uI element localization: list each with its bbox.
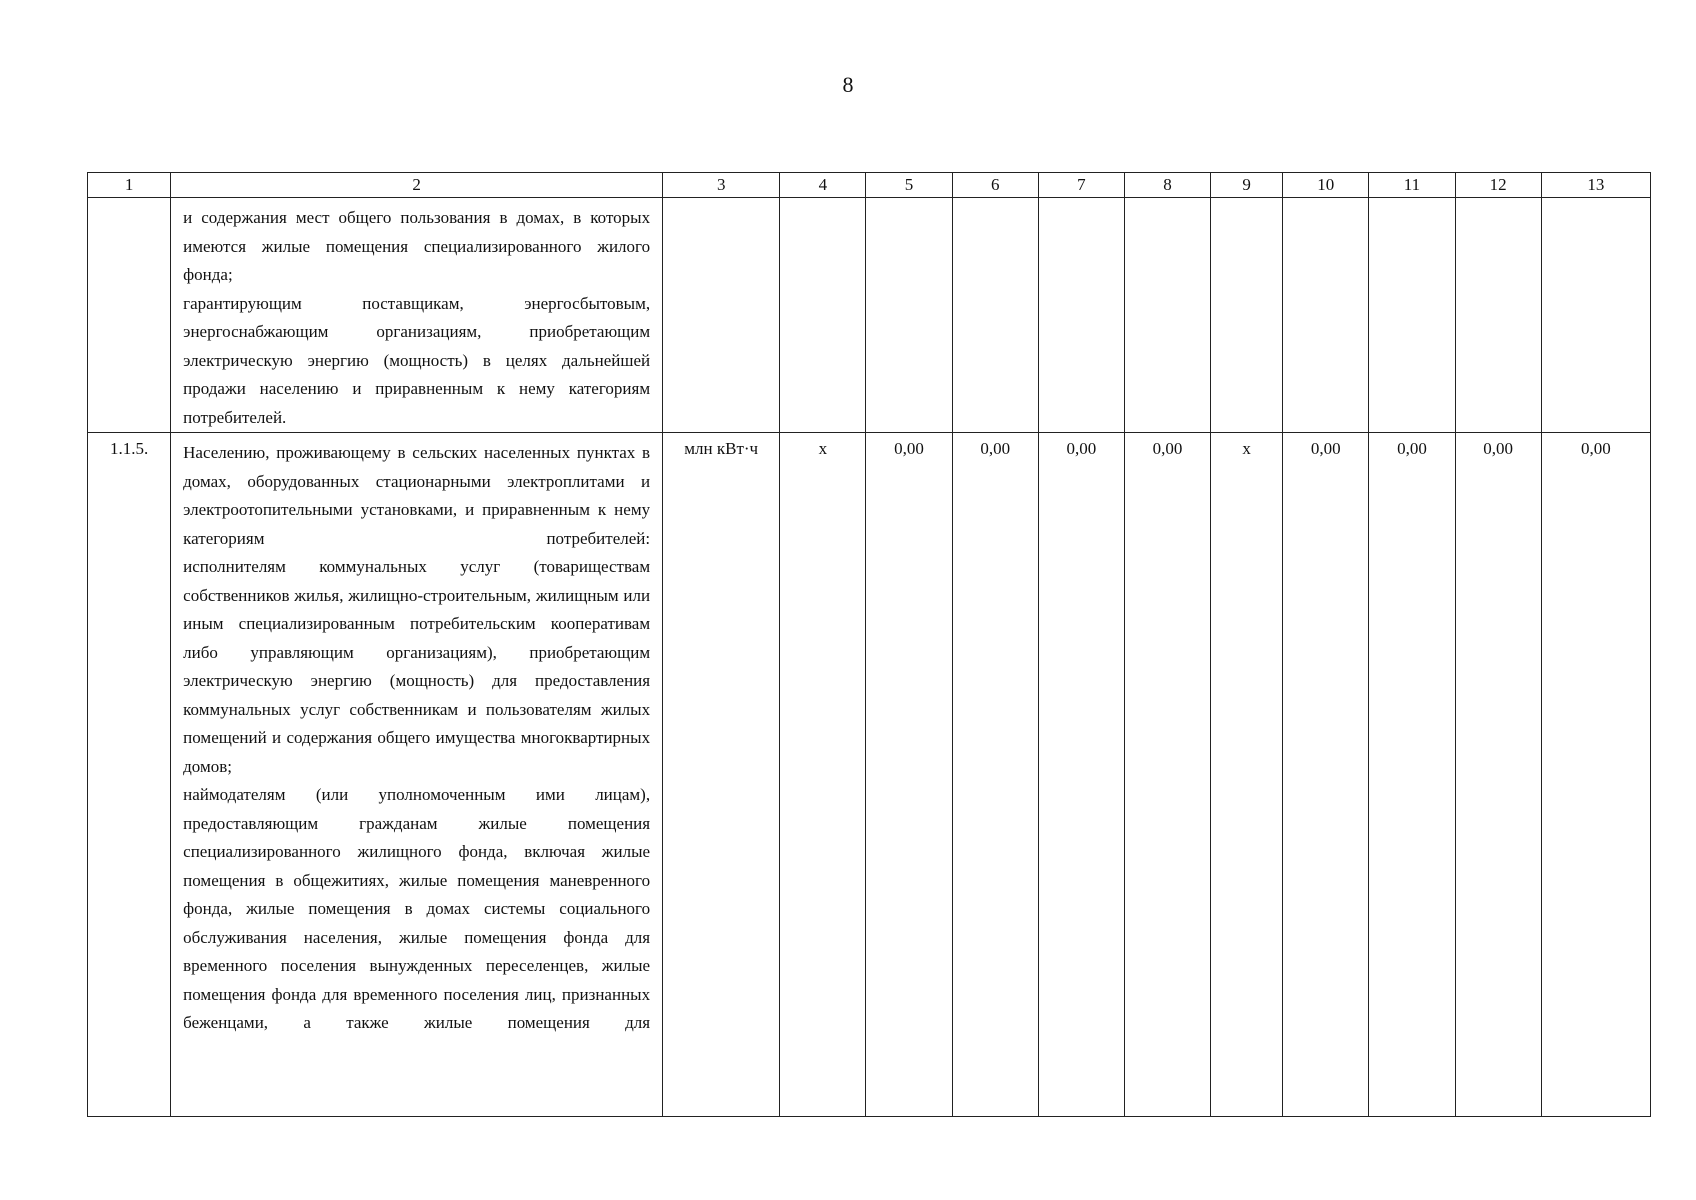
column-header: 6 — [952, 173, 1038, 198]
column-header: 1 — [88, 173, 171, 198]
value-cell: 0,00 — [1541, 433, 1650, 1117]
column-header: 11 — [1369, 173, 1455, 198]
table-row-1-1-5 — [88, 433, 1651, 1117]
value-cell — [1283, 198, 1369, 433]
description-paragraph: и содержания мест общего пользования в домах, в которых имеются жилые помещения специализированного жилого фонда; — [183, 208, 651, 284]
value-cell: 0,00 — [1455, 433, 1541, 1117]
column-header: 12 — [1455, 173, 1541, 198]
value-cell: х — [780, 433, 866, 1117]
value-cell — [1038, 198, 1124, 433]
value-cell — [1455, 198, 1541, 433]
column-header: 7 — [1038, 173, 1124, 198]
column-header: 4 — [780, 173, 866, 198]
value-cell — [1211, 198, 1283, 433]
value-cell: 0,00 — [866, 433, 952, 1117]
value-cell: 0,00 — [952, 433, 1038, 1117]
page-number: 8 — [842, 72, 854, 97]
column-header: 10 — [1283, 173, 1369, 198]
value-cell: 0,00 — [1283, 433, 1369, 1117]
value-cell — [780, 198, 866, 433]
row-description — [171, 198, 663, 433]
column-header: 3 — [663, 173, 780, 198]
value-cell: 0,00 — [1369, 433, 1455, 1117]
description-paragraph: гарантирующим поставщикам, энергосбытовым, энергоснабжающим организациям, приобретающим электрическую энергию (мощность) в целях дальнейшей продажи населению и приравненным к нему категориям потребителей. — [183, 293, 651, 427]
column-header: 8 — [1124, 173, 1210, 198]
column-header: 9 — [1211, 173, 1283, 198]
unit-cell: млн кВт·ч — [663, 433, 780, 1117]
column-header: 5 — [866, 173, 952, 198]
description-paragraph: Населению, проживающему в сельских населенных пунктах в домах, оборудованных стационарными электроплитами и электроотопительными установками, и приравненным к нему категориям потребителей: — [183, 443, 651, 548]
row-number: 1.1.5. — [88, 433, 171, 1117]
row-description — [171, 433, 663, 1117]
header-row — [88, 173, 1651, 198]
value-cell: 0,00 — [1038, 433, 1124, 1117]
value-cell — [1124, 198, 1210, 433]
table-row-continuation — [88, 198, 1651, 433]
column-header: 13 — [1541, 173, 1650, 198]
value-cell: 0,00 — [1124, 433, 1210, 1117]
description-paragraph: наймодателям (или уполномоченным ими лицам), предоставляющим гражданам жилые помещения специализированного жилищного фонда, включая жилые помещения в общежитиях, жилые помещения маневренного фонда, жилые помещения в домах системы социального обслуживания населения, жилые помещения фонда для временного поселения вынужденных переселенцев, жилые помещения фонда для временного поселения лиц, признанных беженцами, а также жилые помещения для — [183, 785, 651, 1032]
description-paragraph: исполнителям коммунальных услуг (товариществам собственников жилья, жилищно-строительным, жилищным или иным специализированным потребительским кооперативам либо управляющим организациям), приобретающим электрическую энергию (мощность) для предоставления коммунальных услуг собственникам и пользователям жилых помещений и содержания общего имущества многоквартирных домов; — [183, 557, 651, 776]
value-cell — [952, 198, 1038, 433]
column-header: 2 — [171, 173, 663, 198]
value-cell — [866, 198, 952, 433]
row-number — [88, 198, 171, 433]
value-cell: х — [1211, 433, 1283, 1117]
value-cell — [1369, 198, 1455, 433]
tariff-table — [87, 172, 1651, 1117]
unit-cell — [663, 198, 780, 433]
value-cell — [1541, 198, 1650, 433]
